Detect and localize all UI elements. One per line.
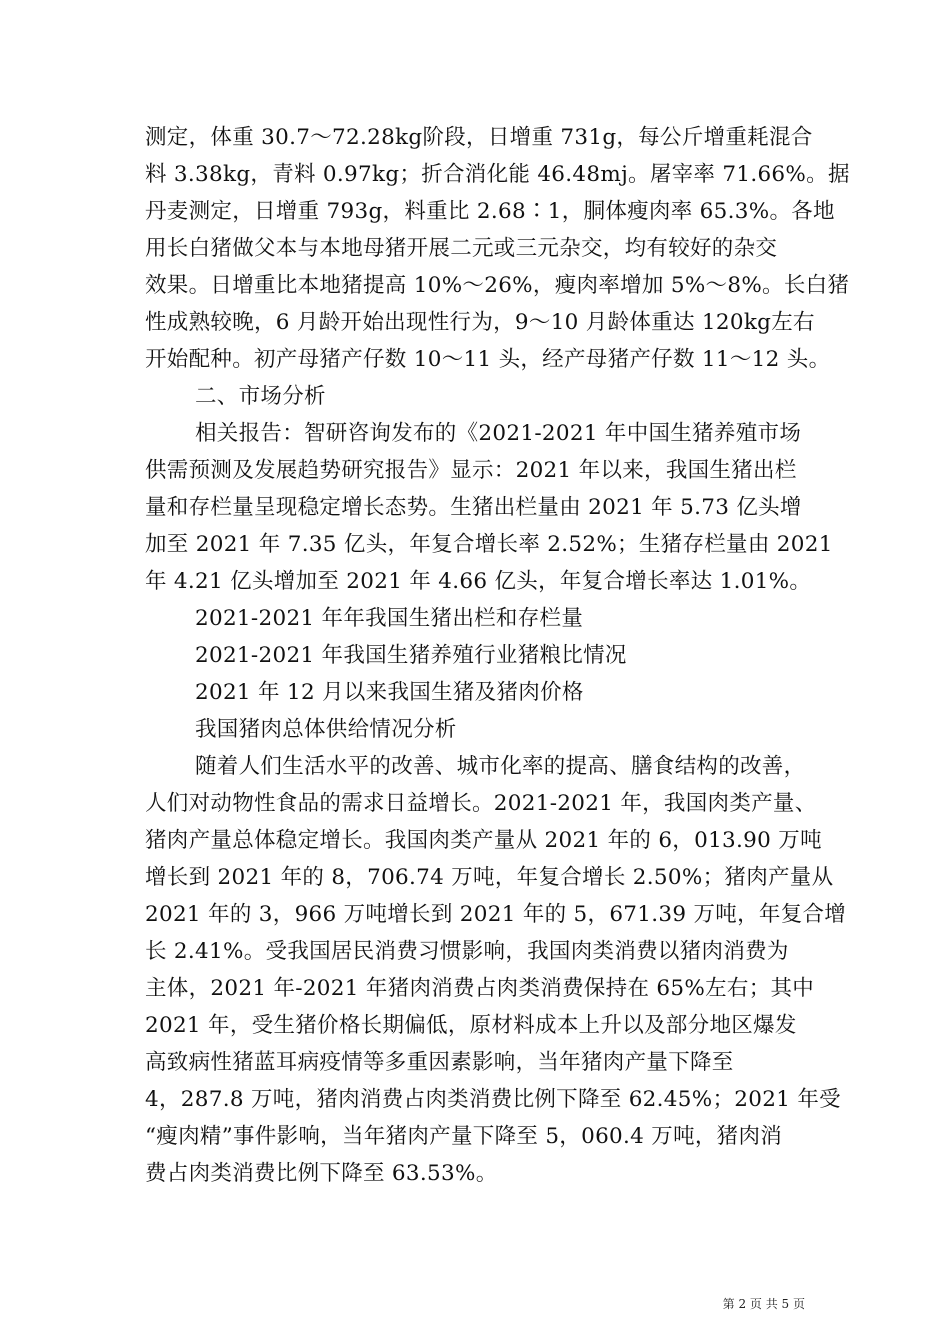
- text-line: 长 2.41%。受我国居民消费习惯影响，我国肉类消费以猪肉消费为: [145, 939, 789, 964]
- text-line: 加至 2021 年 7.35 亿头，年复合增长率 2.52%；生猪存栏量由 2021: [145, 532, 833, 557]
- text-line: 增长到 2021 年的 8，706.74 万吨，年复合增长 2.50%；猪肉产量从: [145, 865, 834, 890]
- page-number: 第 2 页 共 5 页: [722, 1297, 805, 1311]
- text-line: 相关报告：智研咨询发布的《2021-2021 年中国生猪养殖市场: [195, 421, 802, 446]
- text-line: 丹麦测定，日增重 793g，料重比 2.68∶1，胴体瘦肉率 65.3%。各地: [145, 199, 835, 224]
- text-line: 量和存栏量呈现稳定增长态势。生猪出栏量由 2021 年 5.73 亿头增: [145, 495, 802, 520]
- text-line: 随着人们生活水平的改善、城市化率的提高、膳食结构的改善，: [195, 754, 806, 779]
- text-line: 效果。日增重比本地猪提高 10%～26%，瘦肉率增加 5%～8%。长白猪: [145, 273, 850, 298]
- figure-caption: 我国猪肉总体供给情况分析: [195, 717, 457, 742]
- text-line: 4，287.8 万吨，猪肉消费占肉类消费比例下降至 62.45%；2021 年受: [145, 1087, 841, 1112]
- text-line: 年 4.21 亿头增加至 2021 年 4.66 亿头，年复合增长率达 1.01%。: [145, 569, 812, 594]
- figure-caption: 2021 年 12 月以来我国生猪及猪肉价格: [195, 680, 584, 705]
- text-line: 开始配种。初产母猪产仔数 10～11 头，经产母猪产仔数 11～12 头。: [145, 347, 831, 372]
- text-line: 料 3.38kg，青料 0.97kg；折合消化能 46.48mj。屠宰率 71.66%。据: [145, 162, 850, 187]
- text-line: 用长白猪做父本与本地母猪开展二元或三元杂交，均有较好的杂交: [145, 236, 778, 261]
- text-line: “瘦肉精”事件影响，当年猪肉产量下降至 5，060.4 万吨，猪肉消: [145, 1124, 783, 1149]
- text-line: 测定，体重 30.7～72.28kg阶段，日增重 731g，每公斤增重耗混合: [145, 125, 813, 150]
- text-line: 2021 年的 3，966 万吨增长到 2021 年的 5，671.39 万吨，年复合增: [145, 902, 847, 927]
- figure-caption: 2021-2021 年年我国生猪出栏和存栏量: [195, 606, 584, 631]
- text-line: 费占肉类消费比例下降至 63.53%。: [145, 1161, 498, 1186]
- text-line: 主体，2021 年-2021 年猪肉消费占肉类消费保持在 65%左右；其中: [145, 976, 815, 1001]
- text-line: 供需预测及发展趋势研究报告》显示：2021 年以来，我国生猪出栏: [145, 458, 797, 483]
- text-line: 猪肉产量总体稳定增长。我国肉类产量从 2021 年的 6，013.90 万吨: [145, 828, 822, 853]
- section-heading: 二、市场分析: [195, 384, 326, 409]
- text-line: 人们对动物性食品的需求日益增长。2021-2021 年，我国肉类产量、: [145, 791, 817, 816]
- text-line: 2021 年，受生猪价格长期偏低，原材料成本上升以及部分地区爆发: [145, 1013, 797, 1038]
- text-line: 高致病性猪蓝耳病疫情等多重因素影响，当年猪肉产量下降至: [145, 1050, 734, 1075]
- text-line: 性成熟较晚，6 月龄开始出现性行为，9～10 月龄体重达 120kg左右: [145, 310, 815, 335]
- figure-caption: 2021-2021 年我国生猪养殖行业猪粮比情况: [195, 643, 627, 668]
